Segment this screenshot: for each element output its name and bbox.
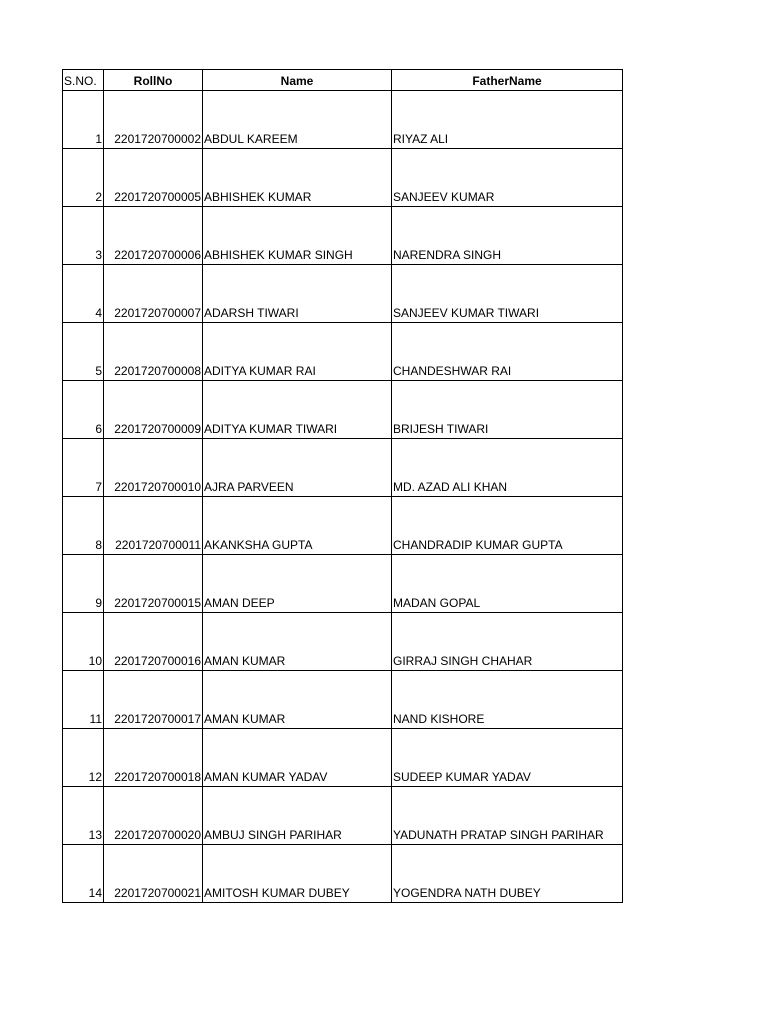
table-header-row (63, 70, 623, 91)
cell-rollno: 2201720700021 (104, 845, 203, 903)
cell-rollno: 2201720700006 (104, 207, 203, 265)
cell-name: AMAN KUMAR (203, 613, 392, 671)
cell-name: AMBUJ SINGH PARIHAR (203, 787, 392, 845)
cell-fathername: SANJEEV KUMAR TIWARI (392, 265, 623, 323)
cell-fathername: SANJEEV KUMAR (392, 149, 623, 207)
cell-name: ADARSH TIWARI (203, 265, 392, 323)
cell-fathername: SUDEEP KUMAR YADAV (392, 729, 623, 787)
cell-rollno: 2201720700005 (104, 149, 203, 207)
cell-fathername: MD. AZAD ALI KHAN (392, 439, 623, 497)
cell-name: ABHISHEK KUMAR (203, 149, 392, 207)
table-row (63, 729, 623, 787)
header-rollno: RollNo (104, 70, 203, 91)
table-row (63, 439, 623, 497)
cell-rollno: 2201720700007 (104, 265, 203, 323)
cell-sno: 14 (63, 845, 104, 903)
cell-fathername: NAND KISHORE (392, 671, 623, 729)
cell-fathername: MADAN GOPAL (392, 555, 623, 613)
table-row (63, 671, 623, 729)
cell-rollno: 2201720700010 (104, 439, 203, 497)
table-row (63, 845, 623, 903)
cell-rollno: 2201720700017 (104, 671, 203, 729)
header-sno: S.NO. (63, 70, 104, 91)
cell-fathername: BRIJESH TIWARI (392, 381, 623, 439)
cell-fathername: GIRRAJ SINGH CHAHAR (392, 613, 623, 671)
cell-fathername: NARENDRA SINGH (392, 207, 623, 265)
table-row (63, 497, 623, 555)
cell-fathername: RIYAZ ALI (392, 91, 623, 149)
cell-sno: 9 (63, 555, 104, 613)
cell-rollno: 2201720700020 (104, 787, 203, 845)
cell-sno: 5 (63, 323, 104, 381)
cell-rollno: 2201720700011 (104, 497, 203, 555)
cell-name: AMAN KUMAR YADAV (203, 729, 392, 787)
table-row (63, 207, 623, 265)
cell-name: ADITYA KUMAR RAI (203, 323, 392, 381)
cell-fathername: CHANDESHWAR RAI (392, 323, 623, 381)
table-row (63, 555, 623, 613)
cell-sno: 3 (63, 207, 104, 265)
cell-rollno: 2201720700015 (104, 555, 203, 613)
cell-sno: 8 (63, 497, 104, 555)
table-row (63, 91, 623, 149)
cell-name: ABHISHEK KUMAR SINGH (203, 207, 392, 265)
cell-rollno: 2201720700008 (104, 323, 203, 381)
cell-rollno: 2201720700016 (104, 613, 203, 671)
cell-rollno: 2201720700018 (104, 729, 203, 787)
cell-name: AMITOSH KUMAR DUBEY (203, 845, 392, 903)
cell-sno: 2 (63, 149, 104, 207)
table-body (63, 91, 623, 903)
cell-sno: 7 (63, 439, 104, 497)
cell-fathername: CHANDRADIP KUMAR GUPTA (392, 497, 623, 555)
cell-sno: 10 (63, 613, 104, 671)
cell-sno: 11 (63, 671, 104, 729)
cell-sno: 1 (63, 91, 104, 149)
table-row (63, 613, 623, 671)
cell-fathername: YADUNATH PRATAP SINGH PARIHAR (392, 787, 623, 845)
cell-sno: 13 (63, 787, 104, 845)
cell-name: AMAN KUMAR (203, 671, 392, 729)
cell-name: ABDUL KAREEM (203, 91, 392, 149)
cell-fathername: YOGENDRA NATH DUBEY (392, 845, 623, 903)
table-row (63, 381, 623, 439)
cell-name: ADITYA KUMAR TIWARI (203, 381, 392, 439)
header-name: Name (203, 70, 392, 91)
cell-name: AMAN DEEP (203, 555, 392, 613)
cell-rollno: 2201720700002 (104, 91, 203, 149)
cell-rollno: 2201720700009 (104, 381, 203, 439)
cell-sno: 12 (63, 729, 104, 787)
table-row (63, 323, 623, 381)
cell-sno: 4 (63, 265, 104, 323)
header-fathername: FatherName (392, 70, 623, 91)
student-list-table (62, 69, 623, 903)
table-row (63, 265, 623, 323)
cell-name: AJRA PARVEEN (203, 439, 392, 497)
table-row (63, 787, 623, 845)
table-row (63, 149, 623, 207)
cell-name: AKANKSHA GUPTA (203, 497, 392, 555)
cell-sno: 6 (63, 381, 104, 439)
